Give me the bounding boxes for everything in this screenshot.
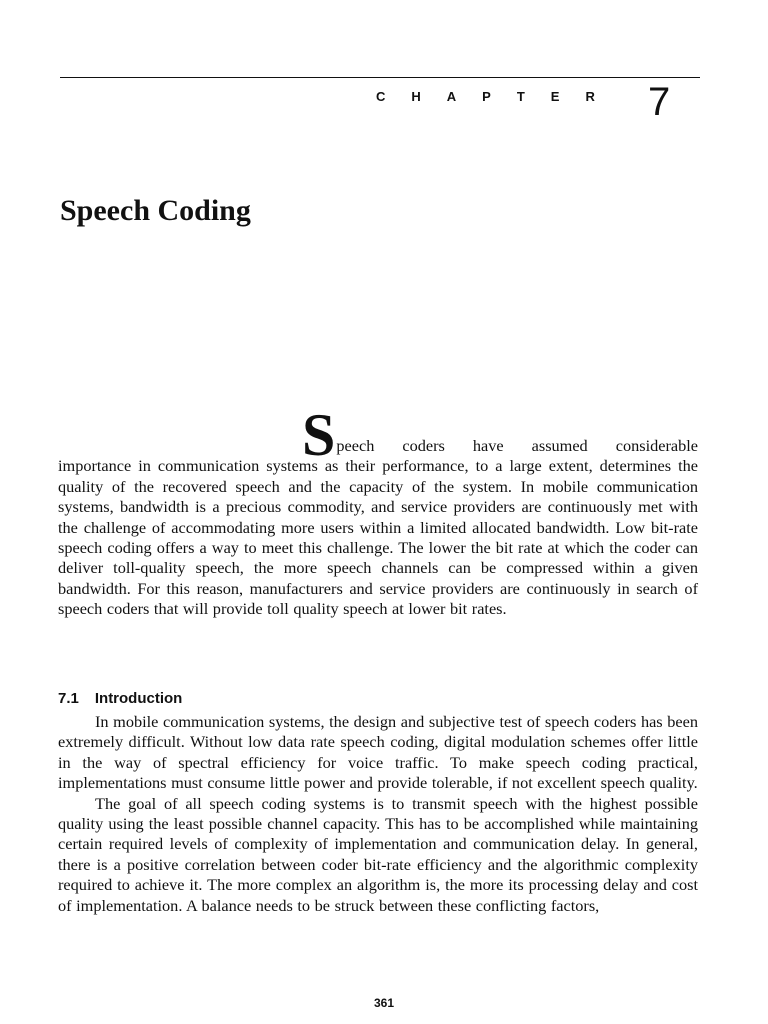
section-title: Introduction (94, 690, 183, 707)
chapter-title: Speech Coding (60, 194, 251, 227)
intro-first-line (58, 402, 698, 468)
page-number: 361 (373, 996, 395, 1010)
intro-body-text: importance in communication systems as their performance, to a large extent, determines the quality of the recovered speech and the capacity of the system. In mobile communication systems, bandwidth is a precious commodity, and service providers are continuously met with the challenge of accommodating more users within a limited allocated bandwidth. Low bit-rate speech coding offers a way to meet this challenge. The lower the bit rate at which the coder can deliver toll-quality speech, the more speech channels can be compressed within a given bandwidth. For this reason, manufacturers and service providers are continuously in search of speech coders that will provide toll quality speech at lower bit rates. (58, 456, 698, 619)
drop-cap: S (302, 402, 336, 468)
section-number: 7.1 (58, 690, 79, 707)
section-body (58, 712, 698, 916)
intro-paragraph (58, 402, 698, 620)
section-heading (58, 689, 182, 709)
intro-first-line-text: peech coders have assumed considerable (336, 436, 698, 455)
chapter-label: CHAPTER (376, 89, 621, 104)
section-paragraph-2: The goal of all speech coding systems is to transmit speech with the highest possible quality using the least possible channel capacity. This has to be accomplished while maintaining certain required levels of complexity of implementation and communication delay. In general, there is a positive correlation between coder bit-rate efficiency and the algorithmic complexity required to achieve it. The more complex an algorithm is, the more its processing delay and cost of implementation. A balance needs to be struck between these conflicting factors, (58, 793, 698, 915)
header-rule (60, 77, 700, 78)
section-paragraph-1: In mobile communication systems, the design and subjective test of speech coders has been extremely difficult. Without low data rate speech coding, digital modulation schemes offer little in the way of spectral efficiency for voice traffic. To make speech coding practical, implementations must consume little power and provide tolerable, if not excellent speech quality. (58, 712, 698, 793)
chapter-number: 7 (648, 80, 671, 124)
